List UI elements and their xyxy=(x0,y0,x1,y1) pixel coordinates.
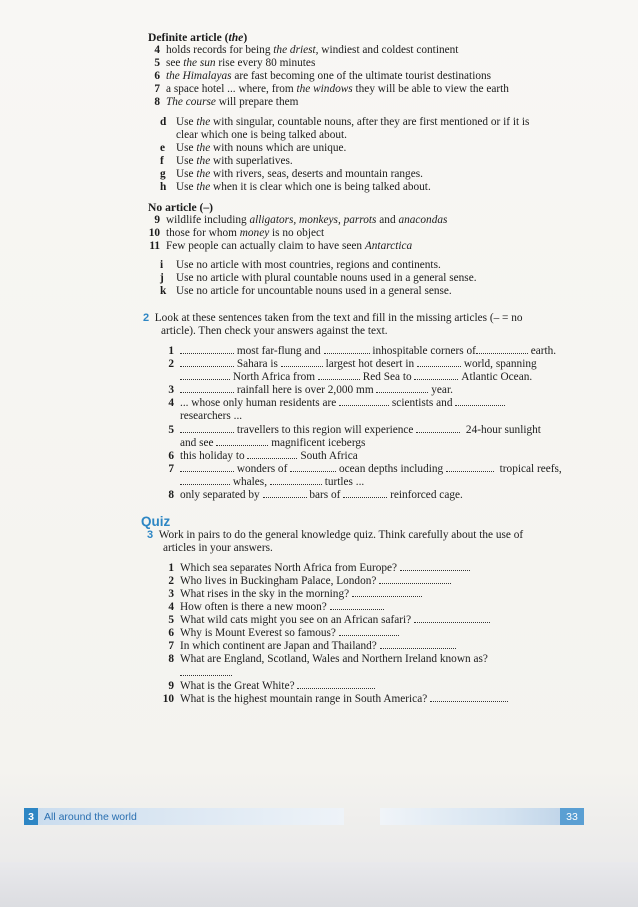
answer-blank[interactable] xyxy=(247,450,297,459)
answer-blank[interactable] xyxy=(414,371,458,380)
quiz-question-4: 4 How often is there a new moon? xyxy=(166,601,384,614)
definite-rule-g: g Use the with rivers, seas, deserts and mountain ranges. xyxy=(160,168,423,180)
definite-rule-d-cont: clear which one is being talked about. xyxy=(176,129,347,141)
answer-blank[interactable] xyxy=(281,358,323,367)
exercise-2-sentence-2: 2 Sahara is largest hot desert in world, spanning xyxy=(168,358,537,370)
no-article-heading: No article (–) xyxy=(148,201,214,214)
quiz-instructions: 3 Work in pairs to do the general knowledge quiz. Think carefully about the use of xyxy=(147,529,524,541)
no-article-example-9: 9 wildlife including alligators, monkeys, parrots and anacondas xyxy=(154,214,448,226)
answer-blank[interactable] xyxy=(180,667,232,676)
answer-blank[interactable] xyxy=(180,476,230,485)
answer-blank[interactable] xyxy=(352,588,422,597)
answer-blank[interactable] xyxy=(380,640,456,649)
footer-page-band xyxy=(380,808,584,825)
definite-example-7: 7 a space hotel ... where, from the windows they will be able to view the earth xyxy=(154,83,509,95)
answer-blank[interactable] xyxy=(330,601,384,610)
page-number: 33 xyxy=(560,808,584,825)
quiz-question-7: 7 In which continent are Japan and Thailand? xyxy=(166,640,456,653)
quiz-question-1: 1 Which sea separates North Africa from Europe? xyxy=(166,562,470,575)
exercise-2-sentence-7: 7 wonders of ocean depths including tropical reefs, xyxy=(168,463,562,475)
answer-blank[interactable] xyxy=(180,358,234,367)
no-article-example-11: 11 Few people can actually claim to have seen Antarctica xyxy=(149,240,413,252)
exercise-2-sentence-3: 3 rainfall here is over 2,000 mm year. xyxy=(168,384,453,396)
chapter-title: All around the world xyxy=(44,810,137,823)
answer-blank[interactable] xyxy=(416,424,460,433)
exercise-2-instructions: 2 Look at these sentences taken from the text and fill in the missing articles (– = no xyxy=(143,312,523,324)
exercise-2-sentence-8: 8 only separated by bars of reinforced cage. xyxy=(168,489,463,501)
answer-blank[interactable] xyxy=(400,562,470,571)
exercise-2-sentence-2-cont: North Africa from Red Sea to Atlantic Ocean. xyxy=(180,371,532,384)
answer-blank[interactable] xyxy=(180,384,234,393)
exercise-2-sentence-1: 1 most far-flung and inhospitable corners of earth. xyxy=(168,345,557,357)
definite-article-heading: Definite article (the) xyxy=(148,31,248,44)
no-article-example-10: 10 those for whom money is no object xyxy=(148,227,325,239)
footer-chapter-band xyxy=(24,808,344,825)
definite-example-4: 4 holds records for being the driest, windiest and coldest continent xyxy=(154,44,459,56)
answer-blank[interactable] xyxy=(290,463,336,472)
no-article-rule-k: k Use no article for uncountable nouns used in a general sense. xyxy=(160,285,452,297)
quiz-question-6: 6 Why is Mount Everest so famous? xyxy=(166,627,399,640)
quiz-question-8: 8 What are England, Scotland, Wales and Northern Ireland known as? xyxy=(168,653,488,665)
chapter-number: 3 xyxy=(24,808,38,825)
quiz-question-10: 10 What is the highest mountain range in South America? xyxy=(162,693,508,706)
answer-blank[interactable] xyxy=(297,680,375,689)
exercise-2-sentence-6: 6 this holiday to South Africa xyxy=(168,450,358,462)
answer-blank[interactable] xyxy=(414,614,490,623)
answer-blank[interactable] xyxy=(343,489,387,498)
answer-blank[interactable] xyxy=(180,463,234,472)
exercise-2-instructions-cont: article). Then check your answers against the text. xyxy=(161,325,388,337)
definite-example-6: 6 the Himalayas are fast becoming one of the ultimate tourist destinations xyxy=(154,70,492,82)
scanner-bottom-edge xyxy=(0,862,638,907)
answer-blank[interactable] xyxy=(455,397,505,406)
answer-blank[interactable] xyxy=(180,345,234,354)
definite-rule-f: f Use the with superlatives. xyxy=(160,155,293,167)
quiz-question-9: 9 What is the Great White? xyxy=(166,680,375,693)
answer-blank[interactable] xyxy=(376,384,428,393)
exercise-2-sentence-4: 4 ... whose only human residents are scientists and xyxy=(166,397,505,410)
quiz-question-5: 5 What wild cats might you see on an African safari? xyxy=(166,614,490,627)
answer-blank[interactable] xyxy=(216,437,268,446)
answer-blank[interactable] xyxy=(476,345,528,354)
answer-blank[interactable] xyxy=(379,575,451,584)
answer-blank[interactable] xyxy=(180,371,230,380)
definite-rule-e: e Use the with nouns which are unique. xyxy=(160,142,347,154)
answer-blank[interactable] xyxy=(339,627,399,636)
definite-example-5: 5 see the sun rise every 80 minutes xyxy=(154,57,316,69)
quiz-question-3: 3 What rises in the sky in the morning? xyxy=(166,588,422,601)
definite-rule-h: h Use the when it is clear which one is being talked about. xyxy=(160,181,431,193)
answer-blank[interactable] xyxy=(270,476,322,485)
quiz-question-2: 2 Who lives in Buckingham Palace, London? xyxy=(166,575,451,588)
exercise-2-sentence-5-cont: and see magnificent icebergs xyxy=(180,437,366,449)
answer-blank[interactable] xyxy=(430,693,508,702)
no-article-rule-j: j Use no article with plural countable nouns used in a general sense. xyxy=(160,272,477,284)
exercise-2-sentence-7-cont: whales, turtles ... xyxy=(180,476,364,489)
answer-blank[interactable] xyxy=(446,463,494,472)
answer-blank[interactable] xyxy=(263,489,307,498)
answer-blank[interactable] xyxy=(324,345,370,354)
no-article-rule-i: i Use no article with most countries, regions and continents. xyxy=(160,259,441,271)
definite-example-8: 8 The course will prepare them xyxy=(154,96,299,108)
quiz-heading: Quiz xyxy=(141,514,171,529)
answer-blank[interactable] xyxy=(339,397,389,406)
answer-blank[interactable] xyxy=(180,424,234,433)
quiz-instructions-cont: articles in your answers. xyxy=(163,542,273,554)
exercise-2-sentence-5: 5 travellers to this region will experience 24-hour sunlight xyxy=(168,424,541,436)
answer-blank[interactable] xyxy=(417,358,461,367)
exercise-2-sentence-4-cont: researchers ... xyxy=(180,410,243,422)
answer-blank[interactable] xyxy=(318,371,360,380)
definite-rule-d: d Use the with singular, countable nouns, after they are first mentioned or if it is xyxy=(160,116,530,128)
quiz-question-8-answer xyxy=(180,667,232,680)
